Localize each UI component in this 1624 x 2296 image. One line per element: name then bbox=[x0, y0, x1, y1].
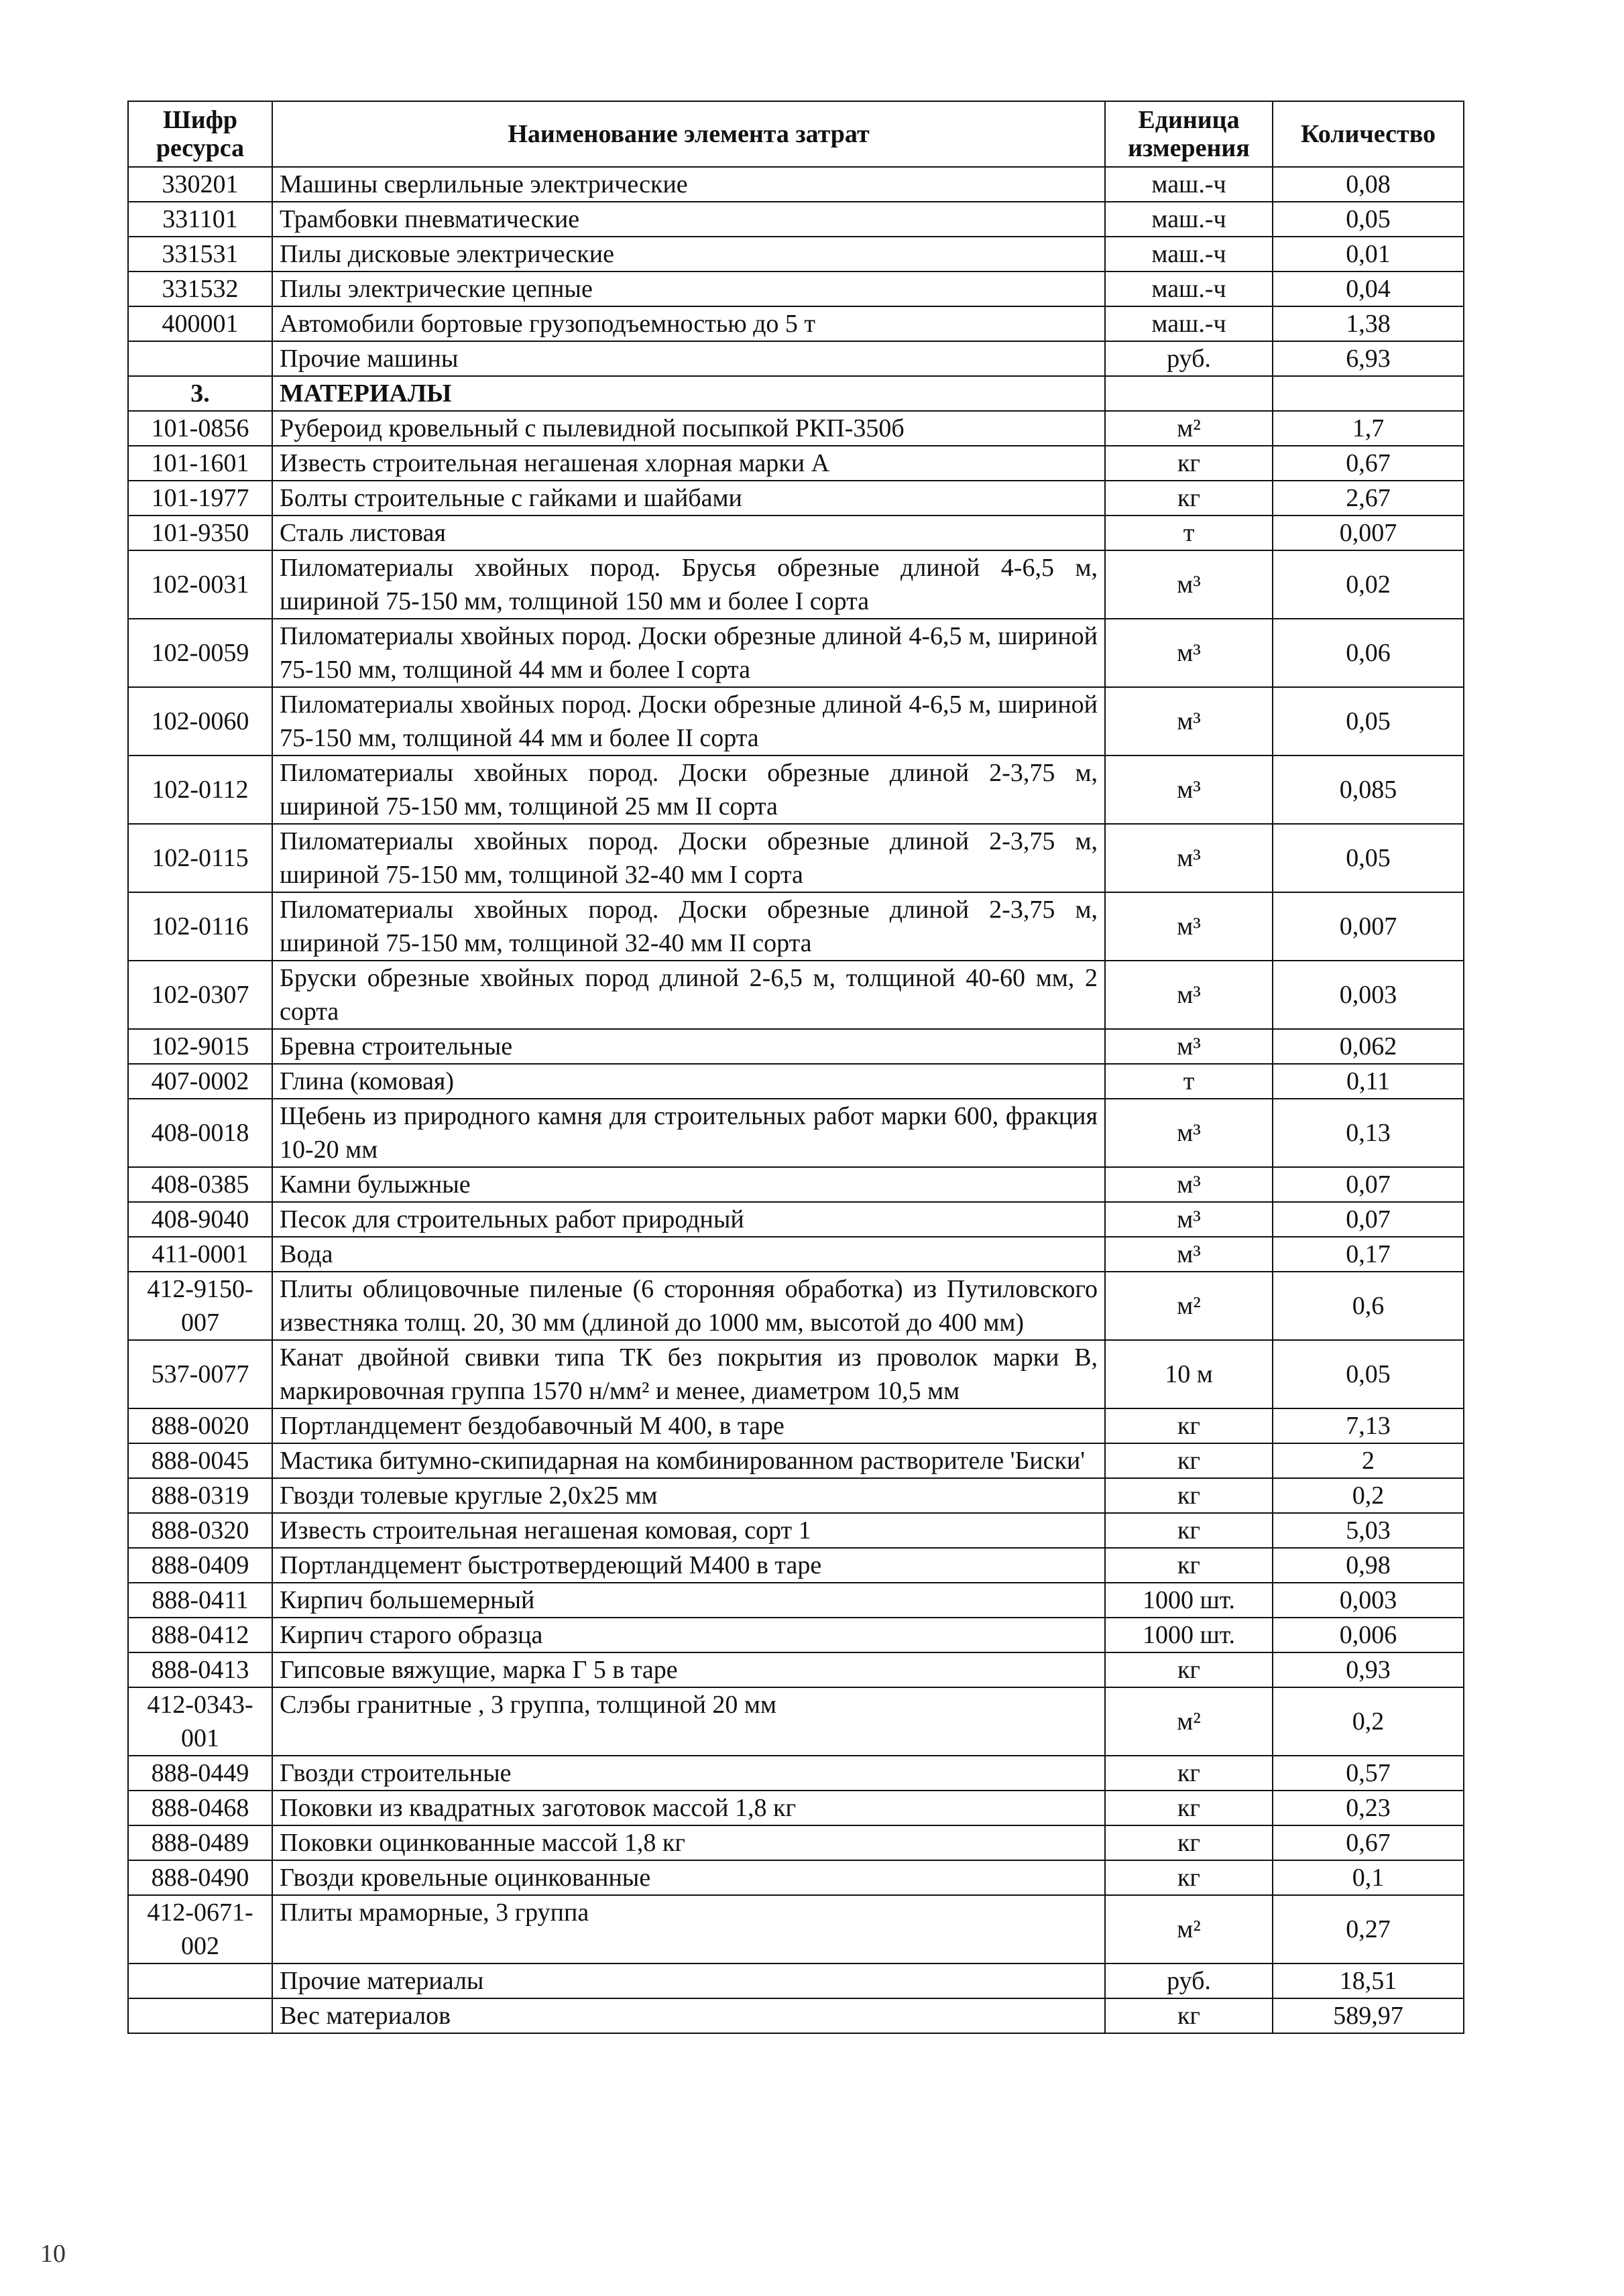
cell-name: Камни булыжные bbox=[272, 1167, 1105, 1202]
cell-qty: 5,03 bbox=[1273, 1513, 1464, 1548]
cell-name: Рубероид кровельный с пылевидной посыпкой РКП-350б bbox=[272, 411, 1105, 446]
header-code: Шифр ресурса bbox=[128, 101, 272, 167]
cell-name: Плиты облицовочные пиленые (6 сторонняя обработка) из Путиловского известняка толщ. 20, 30 мм (длиной до 1000 мм, высотой до 400 мм) bbox=[272, 1272, 1105, 1340]
table-row bbox=[128, 1513, 1464, 1548]
cell-unit: кг bbox=[1105, 1443, 1273, 1478]
cell-qty: 0,2 bbox=[1273, 1478, 1464, 1513]
cell-unit: м² bbox=[1105, 1895, 1273, 1963]
cell-code: 331101 bbox=[128, 202, 272, 237]
cell-code: 101-1977 bbox=[128, 481, 272, 516]
cell-unit: маш.-ч bbox=[1105, 271, 1273, 306]
table-header-row bbox=[128, 101, 1464, 167]
table-row bbox=[128, 1687, 1464, 1756]
table-row bbox=[128, 237, 1464, 271]
cell-qty: 0,05 bbox=[1273, 687, 1464, 756]
cell-name: Кирпич старого образца bbox=[272, 1618, 1105, 1652]
cell-code: 888-0319 bbox=[128, 1478, 272, 1513]
table-row bbox=[128, 1443, 1464, 1478]
cell-qty: 0,007 bbox=[1273, 516, 1464, 550]
cell-unit: маш.-ч bbox=[1105, 167, 1273, 202]
cell-qty: 7,13 bbox=[1273, 1408, 1464, 1443]
cell-qty: 0,23 bbox=[1273, 1791, 1464, 1825]
cell-code bbox=[128, 1963, 272, 1998]
cell-qty: 0,67 bbox=[1273, 446, 1464, 481]
table-row bbox=[128, 1791, 1464, 1825]
cell-unit: кг bbox=[1105, 1652, 1273, 1687]
table-row bbox=[128, 961, 1464, 1029]
cell-name: Пиломатериалы хвойных пород. Доски обрезные длиной 2-3,75 м, шириной 75-150 мм, толщиной 32-40 мм I сорта bbox=[272, 824, 1105, 892]
cell-name: Плиты мраморные, 3 группа bbox=[272, 1895, 1105, 1963]
cell-name: Канат двойной свивки типа ТК без покрытия из проволок марки В, маркировочная группа 1570 н/мм² и менее, диаметром 10,5 мм bbox=[272, 1340, 1105, 1408]
cell-qty: 0,93 bbox=[1273, 1652, 1464, 1687]
cell-name: Мастика битумно-скипидарная на комбинированном растворителе 'Биски' bbox=[272, 1443, 1105, 1478]
cell-name: Гипсовые вяжущие, марка Г 5 в таре bbox=[272, 1652, 1105, 1687]
cell-unit: т bbox=[1105, 516, 1273, 550]
cell-name: Глина (комовая) bbox=[272, 1064, 1105, 1099]
cell-code: 408-9040 bbox=[128, 1202, 272, 1237]
cell-unit: м³ bbox=[1105, 756, 1273, 824]
resource-table bbox=[127, 101, 1464, 2034]
cell-code: 102-9015 bbox=[128, 1029, 272, 1064]
cell-unit: м² bbox=[1105, 1272, 1273, 1340]
cell-qty: 0,085 bbox=[1273, 756, 1464, 824]
cell-code: 331531 bbox=[128, 237, 272, 271]
cell-qty: 0,05 bbox=[1273, 1340, 1464, 1408]
cell-code: 101-1601 bbox=[128, 446, 272, 481]
cell-unit: кг bbox=[1105, 481, 1273, 516]
cell-name: Песок для строительных работ природный bbox=[272, 1202, 1105, 1237]
cell-unit: кг bbox=[1105, 446, 1273, 481]
cell-code: 411-0001 bbox=[128, 1237, 272, 1272]
cell-code bbox=[128, 341, 272, 376]
cell-unit: кг bbox=[1105, 1860, 1273, 1895]
cell-code: 102-0059 bbox=[128, 619, 272, 687]
cell-name: Известь строительная негашеная комовая, сорт 1 bbox=[272, 1513, 1105, 1548]
cell-name: Гвозди кровельные оцинкованные bbox=[272, 1860, 1105, 1895]
cell-code: 101-0856 bbox=[128, 411, 272, 446]
header-qty: Количество bbox=[1273, 101, 1464, 167]
cell-code: 888-0320 bbox=[128, 1513, 272, 1548]
table-row bbox=[128, 1340, 1464, 1408]
table-row bbox=[128, 1029, 1464, 1064]
cell-name: Прочие материалы bbox=[272, 1963, 1105, 1998]
cell-code: 400001 bbox=[128, 306, 272, 341]
cell-qty bbox=[1273, 376, 1464, 411]
cell-unit: маш.-ч bbox=[1105, 306, 1273, 341]
cell-code: 888-0413 bbox=[128, 1652, 272, 1687]
cell-unit: кг bbox=[1105, 1408, 1273, 1443]
cell-unit: кг bbox=[1105, 1756, 1273, 1791]
cell-unit: руб. bbox=[1105, 341, 1273, 376]
cell-name: Трамбовки пневматические bbox=[272, 202, 1105, 237]
cell-code: 888-0490 bbox=[128, 1860, 272, 1895]
table-row bbox=[128, 1583, 1464, 1618]
table-row bbox=[128, 341, 1464, 376]
cell-unit: м³ bbox=[1105, 824, 1273, 892]
cell-name: МАТЕРИАЛЫ bbox=[272, 376, 1105, 411]
cell-code: 408-0018 bbox=[128, 1099, 272, 1167]
cell-unit: маш.-ч bbox=[1105, 237, 1273, 271]
cell-unit bbox=[1105, 376, 1273, 411]
cell-qty: 0,13 bbox=[1273, 1099, 1464, 1167]
cell-code: 537-0077 bbox=[128, 1340, 272, 1408]
cell-name: Пиломатериалы хвойных пород. Доски обрезные длиной 4-6,5 м, шириной 75-150 мм, толщиной 44 мм и более II сорта bbox=[272, 687, 1105, 756]
cell-name: Пиломатериалы хвойных пород. Доски обрезные длиной 2-3,75 м, шириной 75-150 мм, толщиной 25 мм II сорта bbox=[272, 756, 1105, 824]
cell-qty: 0,67 bbox=[1273, 1825, 1464, 1860]
cell-code: 408-0385 bbox=[128, 1167, 272, 1202]
cell-name: Поковки оцинкованные массой 1,8 кг bbox=[272, 1825, 1105, 1860]
cell-unit: кг bbox=[1105, 1513, 1273, 1548]
table-row bbox=[128, 824, 1464, 892]
cell-unit: м³ bbox=[1105, 619, 1273, 687]
cell-unit: кг bbox=[1105, 1478, 1273, 1513]
table-row bbox=[128, 411, 1464, 446]
cell-unit: кг bbox=[1105, 1791, 1273, 1825]
cell-code: 888-0409 bbox=[128, 1548, 272, 1583]
cell-code: 888-0489 bbox=[128, 1825, 272, 1860]
cell-unit: кг bbox=[1105, 1548, 1273, 1583]
cell-unit: м² bbox=[1105, 1687, 1273, 1756]
table-row bbox=[128, 1652, 1464, 1687]
cell-name: Гвозди строительные bbox=[272, 1756, 1105, 1791]
cell-name: Пилы дисковые электрические bbox=[272, 237, 1105, 271]
cell-qty: 1,38 bbox=[1273, 306, 1464, 341]
cell-qty: 0,98 bbox=[1273, 1548, 1464, 1583]
cell-qty: 0,003 bbox=[1273, 961, 1464, 1029]
cell-code: 102-0060 bbox=[128, 687, 272, 756]
cell-code: 102-0115 bbox=[128, 824, 272, 892]
cell-unit: т bbox=[1105, 1064, 1273, 1099]
cell-code: 412-9150-007 bbox=[128, 1272, 272, 1340]
cell-code: 102-0031 bbox=[128, 550, 272, 619]
cell-name: Портландцемент быстротвердеющий М400 в таре bbox=[272, 1548, 1105, 1583]
table-row bbox=[128, 1756, 1464, 1791]
cell-name: Болты строительные с гайками и шайбами bbox=[272, 481, 1105, 516]
cell-qty: 0,003 bbox=[1273, 1583, 1464, 1618]
table-row bbox=[128, 516, 1464, 550]
cell-unit: м³ bbox=[1105, 1237, 1273, 1272]
table-row bbox=[128, 1167, 1464, 1202]
cell-qty: 0,17 bbox=[1273, 1237, 1464, 1272]
cell-unit: 1000 шт. bbox=[1105, 1583, 1273, 1618]
cell-code: 102-0307 bbox=[128, 961, 272, 1029]
cell-name: Поковки из квадратных заготовок массой 1,8 кг bbox=[272, 1791, 1105, 1825]
cell-name: Вес материалов bbox=[272, 1998, 1105, 2033]
cell-code: 888-0045 bbox=[128, 1443, 272, 1478]
table-row bbox=[128, 481, 1464, 516]
cell-qty: 589,97 bbox=[1273, 1998, 1464, 2033]
table-row bbox=[128, 1998, 1464, 2033]
cell-name: Бревна строительные bbox=[272, 1029, 1105, 1064]
table-row bbox=[128, 1618, 1464, 1652]
cell-code: 102-0116 bbox=[128, 892, 272, 961]
cell-unit: м³ bbox=[1105, 892, 1273, 961]
cell-code: 888-0412 bbox=[128, 1618, 272, 1652]
cell-code: 101-9350 bbox=[128, 516, 272, 550]
cell-unit: м³ bbox=[1105, 1029, 1273, 1064]
cell-unit: кг bbox=[1105, 1825, 1273, 1860]
cell-code: 888-0020 bbox=[128, 1408, 272, 1443]
cell-qty: 0,05 bbox=[1273, 202, 1464, 237]
cell-qty: 0,02 bbox=[1273, 550, 1464, 619]
cell-unit: маш.-ч bbox=[1105, 202, 1273, 237]
cell-qty: 0,6 bbox=[1273, 1272, 1464, 1340]
table-row bbox=[128, 271, 1464, 306]
cell-code: 102-0112 bbox=[128, 756, 272, 824]
cell-code: 3. bbox=[128, 376, 272, 411]
table-row bbox=[128, 687, 1464, 756]
cell-name: Известь строительная негашеная хлорная марки А bbox=[272, 446, 1105, 481]
table-row bbox=[128, 1237, 1464, 1272]
cell-unit: м³ bbox=[1105, 1167, 1273, 1202]
cell-qty: 18,51 bbox=[1273, 1963, 1464, 1998]
cell-code: 331532 bbox=[128, 271, 272, 306]
cell-qty: 0,01 bbox=[1273, 237, 1464, 271]
cell-name: Портландцемент бездобавочный М 400, в таре bbox=[272, 1408, 1105, 1443]
cell-name: Слэбы гранитные , 3 группа, толщиной 20 мм bbox=[272, 1687, 1105, 1756]
cell-name: Пиломатериалы хвойных пород. Брусья обрезные длиной 4-6,5 м, шириной 75-150 мм, толщиной 150 мм и более I сорта bbox=[272, 550, 1105, 619]
cell-name: Бруски обрезные хвойных пород длиной 2-6,5 м, толщиной 40-60 мм, 2 сорта bbox=[272, 961, 1105, 1029]
table-row bbox=[128, 619, 1464, 687]
cell-unit: м³ bbox=[1105, 687, 1273, 756]
cell-name: Вода bbox=[272, 1237, 1105, 1272]
cell-code: 412-0671-002 bbox=[128, 1895, 272, 1963]
cell-qty: 1,7 bbox=[1273, 411, 1464, 446]
table-row bbox=[128, 1099, 1464, 1167]
header-unit: Единица измерения bbox=[1105, 101, 1273, 167]
cell-unit: м³ bbox=[1105, 961, 1273, 1029]
table-row bbox=[128, 202, 1464, 237]
cell-code: 888-0411 bbox=[128, 1583, 272, 1618]
cell-code: 888-0449 bbox=[128, 1756, 272, 1791]
cell-name: Пилы электрические цепные bbox=[272, 271, 1105, 306]
cell-unit: 10 м bbox=[1105, 1340, 1273, 1408]
cell-qty: 0,006 bbox=[1273, 1618, 1464, 1652]
cell-name: Прочие машины bbox=[272, 341, 1105, 376]
cell-qty: 2 bbox=[1273, 1443, 1464, 1478]
table-row bbox=[128, 892, 1464, 961]
cell-unit: м³ bbox=[1105, 550, 1273, 619]
cell-qty: 0,27 bbox=[1273, 1895, 1464, 1963]
table-row bbox=[128, 446, 1464, 481]
table-row bbox=[128, 1202, 1464, 1237]
cell-qty: 2,67 bbox=[1273, 481, 1464, 516]
cell-qty: 0,07 bbox=[1273, 1202, 1464, 1237]
cell-unit: руб. bbox=[1105, 1963, 1273, 1998]
table-row bbox=[128, 167, 1464, 202]
table-body bbox=[128, 167, 1464, 2033]
table-row bbox=[128, 1548, 1464, 1583]
cell-qty: 0,007 bbox=[1273, 892, 1464, 961]
cell-code bbox=[128, 1998, 272, 2033]
table-row bbox=[128, 306, 1464, 341]
cell-qty: 0,2 bbox=[1273, 1687, 1464, 1756]
cell-qty: 0,1 bbox=[1273, 1860, 1464, 1895]
cell-unit: м² bbox=[1105, 411, 1273, 446]
cell-qty: 0,062 bbox=[1273, 1029, 1464, 1064]
cell-name: Машины сверлильные электрические bbox=[272, 167, 1105, 202]
cell-unit: 1000 шт. bbox=[1105, 1618, 1273, 1652]
table-row bbox=[128, 1895, 1464, 1963]
table-row bbox=[128, 1963, 1464, 1998]
cell-unit: м³ bbox=[1105, 1099, 1273, 1167]
section-header-row bbox=[128, 376, 1464, 411]
cell-code: 888-0468 bbox=[128, 1791, 272, 1825]
table-row bbox=[128, 1478, 1464, 1513]
cell-qty: 6,93 bbox=[1273, 341, 1464, 376]
table-row bbox=[128, 1064, 1464, 1099]
cell-unit: м³ bbox=[1105, 1202, 1273, 1237]
table-row bbox=[128, 1825, 1464, 1860]
cell-unit: кг bbox=[1105, 1998, 1273, 2033]
table-row bbox=[128, 1408, 1464, 1443]
cell-name: Автомобили бортовые грузоподъемностью до 5 т bbox=[272, 306, 1105, 341]
cell-qty: 0,06 bbox=[1273, 619, 1464, 687]
table-row bbox=[128, 1272, 1464, 1340]
cell-qty: 0,05 bbox=[1273, 824, 1464, 892]
page-number: 10 bbox=[40, 2240, 66, 2268]
cell-name: Кирпич большемерный bbox=[272, 1583, 1105, 1618]
cell-code: 407-0002 bbox=[128, 1064, 272, 1099]
cell-name: Пиломатериалы хвойных пород. Доски обрезные длиной 4-6,5 м, шириной 75-150 мм, толщиной 44 мм и более I сорта bbox=[272, 619, 1105, 687]
cell-code: 330201 bbox=[128, 167, 272, 202]
cell-name: Щебень из природного камня для строительных работ марки 600, фракция 10-20 мм bbox=[272, 1099, 1105, 1167]
cell-qty: 0,07 bbox=[1273, 1167, 1464, 1202]
cell-qty: 0,57 bbox=[1273, 1756, 1464, 1791]
cell-name: Сталь листовая bbox=[272, 516, 1105, 550]
table-row bbox=[128, 550, 1464, 619]
table-row bbox=[128, 1860, 1464, 1895]
cell-qty: 0,11 bbox=[1273, 1064, 1464, 1099]
header-name: Наименование элемента затрат bbox=[272, 101, 1105, 167]
cell-name: Гвозди толевые круглые 2,0х25 мм bbox=[272, 1478, 1105, 1513]
cell-qty: 0,04 bbox=[1273, 271, 1464, 306]
cell-qty: 0,08 bbox=[1273, 167, 1464, 202]
table-row bbox=[128, 756, 1464, 824]
cell-name: Пиломатериалы хвойных пород. Доски обрезные длиной 2-3,75 м, шириной 75-150 мм, толщиной 32-40 мм II сорта bbox=[272, 892, 1105, 961]
cell-code: 412-0343-001 bbox=[128, 1687, 272, 1756]
